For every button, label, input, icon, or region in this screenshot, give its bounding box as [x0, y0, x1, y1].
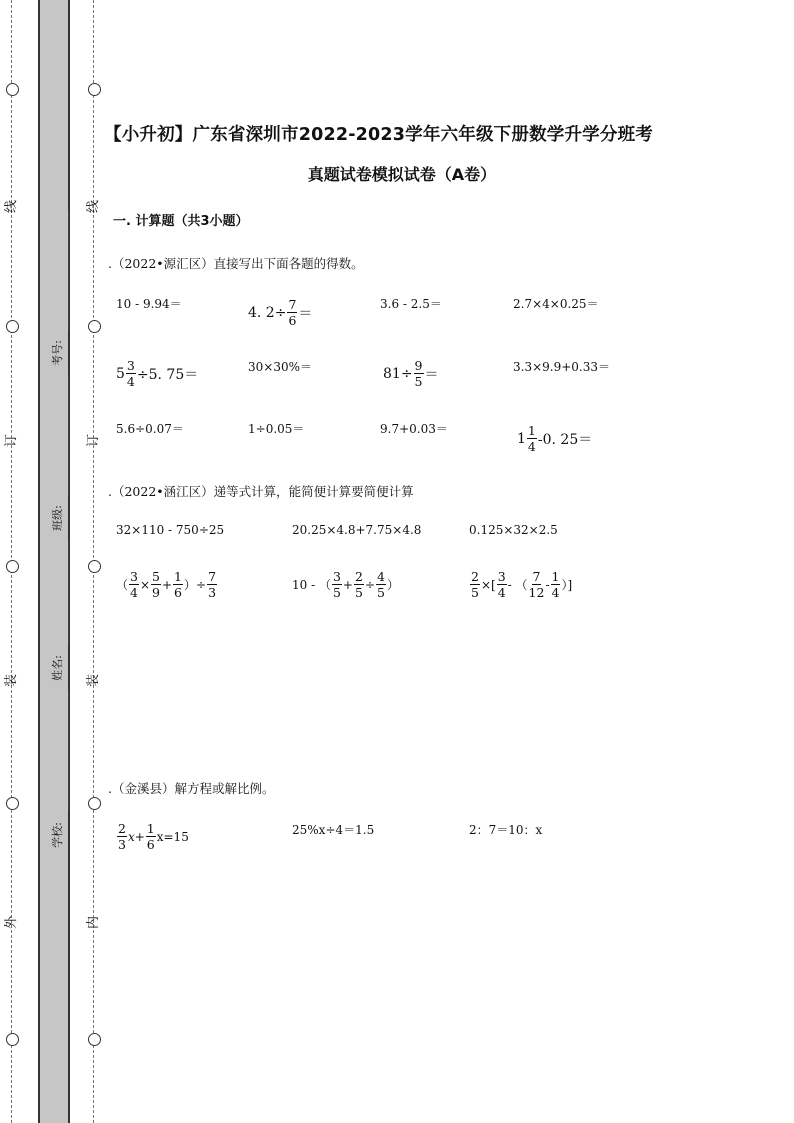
hole-marker — [6, 560, 19, 573]
margin-char-ding-outer: 订 — [4, 433, 20, 448]
field-label-name: 姓名: — [50, 655, 64, 681]
question-3-prompt: .（金溪县）解方程或解比例。 — [108, 781, 275, 796]
field-label-exam-number: 考号: — [50, 340, 64, 366]
q1-expression-10: 1÷0.05＝ — [248, 422, 305, 436]
margin-char-zhuang-inner: 装 — [86, 673, 102, 688]
hole-marker — [88, 320, 101, 333]
hole-marker — [88, 797, 101, 810]
q2-expression-4: （ $\frac{3}{4}$ × $\frac{5}{9}$ + $\frac{1}{6}$ ）÷ $\frac{7}{3}$ — [116, 569, 217, 600]
field-label-class: 班级: — [50, 505, 64, 531]
q2-expression-5: 10 - （ $\frac{3}{5}$ + $\frac{2}{5}$ ÷ $\frac{4}{5}$ ） — [292, 569, 399, 600]
hole-marker — [88, 560, 101, 573]
field-line-school — [68, 690, 69, 810]
q3-expression-2: 25%x÷4＝1.5 — [292, 823, 375, 837]
hole-marker — [6, 797, 19, 810]
field-line-exam-number — [68, 210, 69, 330]
margin-char-xian-outer: 线 — [4, 199, 20, 214]
field-line-class — [68, 375, 69, 495]
field-line-name — [68, 540, 69, 645]
q1-expression-9: 5.6÷0.07＝ — [116, 422, 184, 436]
page-subtitle: 真题试卷模拟试卷（A卷） — [307, 165, 497, 184]
q1-expression-1: 10 - 9.94＝ — [116, 297, 182, 311]
q3-expression-3: 2：7＝10：x — [469, 823, 543, 837]
margin-char-wai-outer: 外 — [4, 915, 20, 930]
hole-marker — [6, 1033, 19, 1046]
q1-expression-6: 30×30%＝ — [248, 360, 312, 374]
q1-expression-12: 1 $\frac{1}{4}$ -0. 25＝ — [517, 423, 593, 454]
margin-char-ding-inner: 订 — [86, 433, 102, 448]
page-title: 【小升初】广东省深圳市2022-2023学年六年级下册数学升学分班考 — [104, 125, 653, 145]
q1-expression-3: 3.6 - 2.5＝ — [380, 297, 442, 311]
q2-expression-6: $\frac{2}{5}$ ×[ $\frac{3}{4}$ - （ $\frac{7}{12}$ - $\frac{1}{4}$ ）] — [471, 569, 573, 600]
hole-marker — [88, 1033, 101, 1046]
margin-char-zhuang-outer: 装 — [4, 673, 20, 688]
q1-expression-7: 81÷ $\frac{9}{5}$ ＝ — [383, 358, 439, 389]
q1-expression-11: 9.7+0.03＝ — [380, 422, 448, 436]
q2-expression-3: 0.125×32×2.5 — [469, 523, 558, 537]
q2-expression-2: 20.25×4.8+7.75×4.8 — [292, 523, 422, 537]
question-2-prompt: .（2022•涵江区）递等式计算，能简便计算要简便计算 — [108, 484, 414, 499]
q1-expression-2: 4. 2÷ $\frac{7}{6}$ ＝ — [248, 297, 313, 328]
section-heading: 一. 计算题（共3小题） — [113, 214, 249, 229]
question-1-prompt: .（2022•源汇区）直接写出下面各题的得数。 — [108, 256, 364, 271]
q1-expression-5: 5 $\frac{3}{4}$ ÷5. 75＝ — [116, 358, 199, 389]
hole-marker — [6, 83, 19, 96]
q2-expression-1: 32×110 - 750÷25 — [116, 523, 225, 537]
margin-char-xian-inner: 线 — [86, 199, 102, 214]
q1-expression-4: 2.7×4×0.25＝ — [513, 297, 599, 311]
hole-marker — [6, 320, 19, 333]
margin-char-nei-inner: 内 — [86, 915, 102, 930]
q1-expression-8: 3.3×9.9+0.33＝ — [513, 360, 610, 374]
hole-marker — [88, 83, 101, 96]
q3-expression-1: $\frac{2}{3}$ x+ $\frac{1}{6}$ x=15 — [118, 821, 189, 852]
field-label-school: 学校: — [50, 822, 64, 848]
